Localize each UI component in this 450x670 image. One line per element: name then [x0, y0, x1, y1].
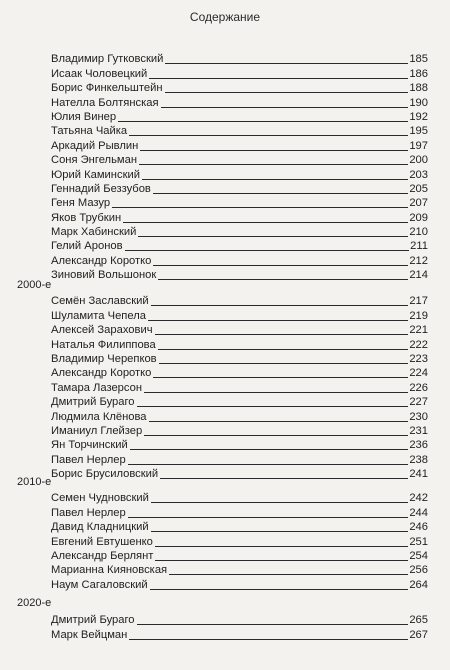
toc-entry-name: Людмила Клёнова — [51, 410, 147, 423]
dot-leader — [165, 92, 409, 93]
toc-entry — [51, 336, 428, 350]
dot-leader — [151, 531, 409, 532]
toc-entry-page: 251 — [409, 535, 428, 548]
toc-entry-page: 223 — [409, 352, 428, 365]
toc-entry — [51, 519, 428, 533]
toc-entry-page: 200 — [409, 154, 428, 167]
toc-entry-page: 207 — [409, 197, 428, 210]
toc-entry-name: Владимир Черепков — [51, 352, 157, 365]
toc-entry-name: Борис Финкельштейн — [51, 82, 163, 95]
dot-leader — [153, 193, 408, 194]
dot-leader — [153, 265, 408, 266]
dot-leader — [130, 449, 409, 450]
dot-leader — [144, 435, 408, 436]
toc-entry-page: 246 — [409, 521, 428, 534]
toc-entry-page: 265 — [409, 614, 428, 627]
toc-group-2010s — [51, 490, 428, 591]
toc-entry-name: Дмитрий Бураго — [51, 614, 135, 627]
toc-entry — [51, 224, 428, 238]
toc-entry-name: Семён Заславский — [51, 295, 149, 308]
dot-leader — [118, 121, 408, 122]
toc-entry-page: 195 — [409, 125, 428, 138]
toc-entry — [51, 365, 428, 379]
dot-leader — [149, 78, 408, 79]
toc-entry — [51, 123, 428, 137]
toc-entry-page: 214 — [409, 269, 428, 282]
toc-entry-name: Марк Хабинский — [51, 226, 137, 239]
toc-entry-name: Павел Нерлер — [51, 506, 126, 519]
dot-leader — [140, 150, 408, 151]
toc-entry — [51, 267, 428, 281]
toc-entry-page: 254 — [409, 549, 428, 562]
toc-entry — [51, 437, 428, 451]
toc-entry-name: Евгений Евтушенко — [51, 535, 153, 548]
toc-entry-name: Геннадий Беззубов — [51, 182, 151, 195]
toc-entry-page: 242 — [409, 492, 428, 505]
toc-entry-page: 210 — [409, 226, 428, 239]
toc-group-2000s — [51, 293, 428, 480]
toc-entry-name: Павел Нерлер — [51, 453, 126, 466]
dot-leader — [159, 363, 409, 364]
toc-entry-name: Нателла Болтянская — [51, 96, 159, 109]
toc-entry-page: 241 — [409, 468, 428, 481]
toc-entry-page: 197 — [409, 139, 428, 152]
toc-entry-name: Исаак Чоловецкий — [51, 67, 148, 80]
toc-entry-name: Юрий Каминский — [51, 168, 140, 181]
toc-entry-name: Яков Трубкин — [51, 211, 122, 224]
toc-entry — [51, 504, 428, 518]
toc-entry — [51, 65, 428, 79]
toc-entry-name: Давид Кладницкий — [51, 521, 149, 534]
toc-entry-name: Гелий Аронов — [51, 240, 123, 253]
dot-leader — [144, 392, 408, 393]
dot-leader — [149, 421, 409, 422]
toc-entry-name: Александр Коротко — [51, 367, 152, 380]
toc-entry-name: Иманиул Глейзер — [51, 424, 143, 437]
toc-entry-name: Татьяна Чайка — [51, 125, 128, 138]
toc-entry — [51, 238, 428, 252]
dot-leader — [150, 589, 409, 590]
toc-entry-name: Ян Торчинский — [51, 439, 128, 452]
toc-entry-name: Борис Брусиловский — [51, 468, 159, 481]
dot-leader — [155, 560, 408, 561]
toc-entry — [51, 293, 428, 307]
dot-leader — [151, 305, 409, 306]
toc-entry — [51, 152, 428, 166]
dot-leader — [158, 349, 409, 350]
toc-entry — [51, 51, 428, 65]
dot-leader — [129, 135, 408, 136]
toc-entry — [51, 351, 428, 365]
toc-entry-name: Марк Вейцман — [51, 628, 128, 641]
toc-entry-name: Семен Чудновский — [51, 492, 149, 505]
toc-entry-name: Александр Коротко — [51, 254, 152, 267]
dot-leader — [128, 517, 409, 518]
toc-entry-page: 267 — [409, 628, 428, 641]
dot-leader — [137, 624, 409, 625]
toc-entry-name: Зиновий Вольшонок — [51, 269, 157, 282]
toc-entry-page: 231 — [409, 424, 428, 437]
toc-entry-page: 222 — [409, 338, 428, 351]
dot-leader — [155, 334, 409, 335]
section-label-2010s: 2010-е — [17, 476, 52, 488]
dot-leader — [161, 107, 409, 108]
toc-entry — [51, 451, 428, 465]
section-label-2020s: 2020-е — [17, 597, 52, 609]
toc-entry-name: Шуламита Чепела — [51, 309, 146, 322]
toc-entry-page: 236 — [409, 439, 428, 452]
dot-leader — [128, 464, 409, 465]
toc-entry — [51, 408, 428, 422]
toc-entry — [51, 576, 428, 590]
toc-entry — [51, 394, 428, 408]
toc-entry-name: Владимир Гутковский — [51, 53, 164, 66]
toc-entry-page: 212 — [409, 254, 428, 267]
toc-entry-page: 219 — [409, 309, 428, 322]
page-title: Содержание — [189, 10, 261, 24]
toc-entry-page: 230 — [409, 410, 428, 423]
toc-entry — [51, 80, 428, 94]
toc-entry-page: 244 — [409, 506, 428, 519]
toc-entry-name: Наталья Филиппова — [51, 338, 156, 351]
toc-entry — [51, 322, 428, 336]
dot-leader — [160, 478, 408, 479]
toc-entry-page: 217 — [409, 295, 428, 308]
toc-entry-page: 224 — [409, 367, 428, 380]
toc-entry-name: Наум Сагаловский — [51, 578, 148, 591]
dot-leader — [158, 279, 408, 280]
toc-entry-page: 211 — [410, 240, 428, 253]
toc-entry — [51, 307, 428, 321]
toc-entry — [51, 612, 428, 626]
toc-entry-name: Геня Мазур — [51, 197, 111, 210]
toc-entry-page: 209 — [409, 211, 428, 224]
toc-group-1 — [51, 51, 428, 281]
toc-entry — [51, 562, 428, 576]
dot-leader — [153, 377, 408, 378]
toc-entry-page: 186 — [409, 67, 428, 80]
toc-entry — [51, 252, 428, 266]
toc-entry — [51, 626, 428, 640]
toc-entry-name: Дмитрий Бураго — [51, 396, 135, 409]
dot-leader — [138, 236, 408, 237]
toc-entry — [51, 423, 428, 437]
toc-entry — [51, 181, 428, 195]
toc-entry-name: Марианна Кияновская — [51, 564, 168, 577]
toc-entry-page: 221 — [409, 324, 428, 337]
toc-entry-name: Соня Энгельман — [51, 154, 137, 167]
toc-entry-page: 256 — [409, 564, 428, 577]
toc-entry-name: Тамара Лазерсон — [51, 381, 143, 394]
dot-leader — [123, 222, 408, 223]
section-label-2000s: 2000-е — [17, 279, 52, 291]
toc-entry-name: Алексей Зарахович — [51, 324, 153, 337]
toc-entry-page: 185 — [409, 53, 428, 66]
dot-leader — [151, 502, 408, 503]
toc-entry-page: 226 — [409, 381, 428, 394]
toc-entry — [51, 166, 428, 180]
toc-entry — [51, 466, 428, 480]
toc-entry-page: 190 — [409, 96, 428, 109]
toc-entry-name: Александр Берлянт — [51, 549, 154, 562]
dot-leader — [137, 406, 409, 407]
toc-entry-page: 264 — [409, 578, 428, 591]
toc-entry-name: Юлия Винер — [51, 110, 117, 123]
toc-entry-page: 205 — [409, 182, 428, 195]
toc-entry — [51, 379, 428, 393]
toc-entry — [51, 209, 428, 223]
toc-entry — [51, 548, 428, 562]
toc-entry — [51, 490, 428, 504]
toc-entry — [51, 195, 428, 209]
dot-leader — [142, 179, 408, 180]
toc-entry-page: 188 — [409, 82, 428, 95]
toc-group-2020s — [51, 612, 428, 641]
dot-leader — [112, 207, 408, 208]
dot-leader — [125, 250, 410, 251]
dot-leader — [139, 164, 408, 165]
toc-entry — [51, 137, 428, 151]
toc-entry — [51, 94, 428, 108]
toc-entry-page: 227 — [409, 396, 428, 409]
dot-leader — [155, 546, 408, 547]
dot-leader — [129, 639, 408, 640]
toc-entry — [51, 533, 428, 547]
toc-entry-name: Аркадий Рывлин — [51, 139, 139, 152]
toc-entry — [51, 109, 428, 123]
toc-entry-page: 192 — [409, 110, 428, 123]
dot-leader — [148, 320, 408, 321]
dot-leader — [165, 63, 408, 64]
dot-leader — [169, 574, 408, 575]
toc-entry-page: 238 — [409, 453, 428, 466]
toc-entry-page: 203 — [409, 168, 428, 181]
